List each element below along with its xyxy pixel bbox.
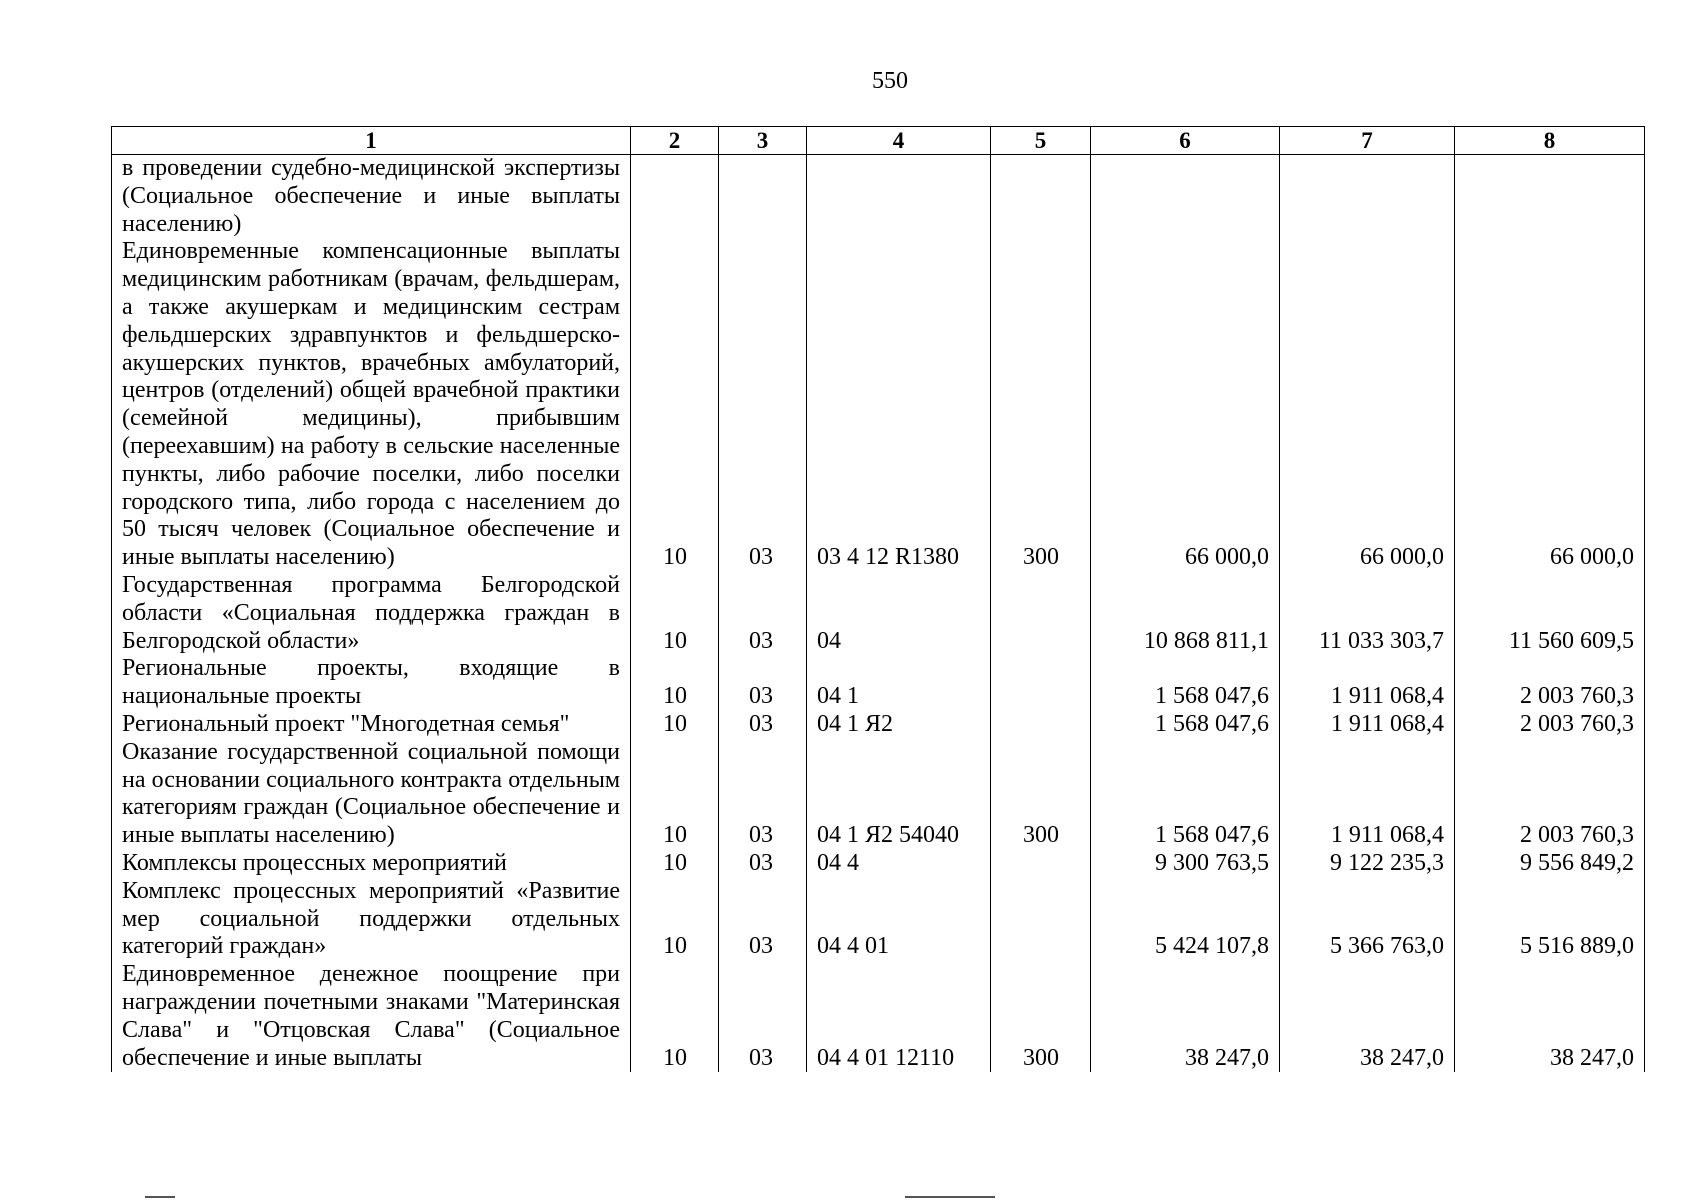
table-row <box>112 238 1645 572</box>
expense-type-code <box>991 878 1091 961</box>
section-code: 10 <box>631 739 719 850</box>
target-article-code <box>807 155 991 239</box>
row-description: Региональные проекты, входящие в национальные проекты <box>112 655 631 711</box>
column-header-4: 4 <box>807 127 991 155</box>
table-row <box>112 961 1645 1072</box>
row-description: Государственная программа Белгородской области «Социальная поддержка граждан в Белгородской области» <box>112 572 631 655</box>
amount-col-6 <box>1091 155 1280 239</box>
table-row <box>112 155 1645 239</box>
table-header <box>112 127 1645 155</box>
amount-col-6: 1 568 047,6 <box>1091 655 1280 711</box>
expense-type-code <box>991 155 1091 239</box>
amount-col-8 <box>1455 155 1645 239</box>
amount-col-7: 1 911 068,4 <box>1280 655 1455 711</box>
table-row <box>112 878 1645 961</box>
section-code: 10 <box>631 238 719 572</box>
amount-col-6: 10 868 811,1 <box>1091 572 1280 655</box>
amount-col-8: 2 003 760,3 <box>1455 711 1645 739</box>
expense-type-code: 300 <box>991 238 1091 572</box>
amount-col-7: 66 000,0 <box>1280 238 1455 572</box>
section-code <box>631 155 719 239</box>
amount-col-8: 38 247,0 <box>1455 961 1645 1072</box>
scan-artifact-left <box>145 1196 175 1198</box>
table-row <box>112 739 1645 850</box>
amount-col-8: 2 003 760,3 <box>1455 655 1645 711</box>
section-code: 10 <box>631 711 719 739</box>
row-description: в проведении судебно-медицинской экспертизы (Социальное обеспечение и иные выплаты населению) <box>112 155 631 239</box>
section-code: 10 <box>631 850 719 878</box>
amount-col-6: 66 000,0 <box>1091 238 1280 572</box>
table-row <box>112 711 1645 739</box>
row-description: Единовременные компенсационные выплаты медицинским работникам (врачам, фельдшерам, а также акушеркам и медицинским сестрам фельдшерских здравпунктов и фельдшерско-акушерских пунктов, врачебных амбулаторий, центров (отделений) общей врачебной практики (семейной медицины), прибывшим (переехавшим) на работу в сельские населенные пункты, либо рабочие поселки, либо поселки городского типа, либо города с населением до 50 тысяч человек (Социальное обеспечение и иные выплаты населению) <box>112 238 631 572</box>
expense-type-code: 300 <box>991 739 1091 850</box>
amount-col-8: 5 516 889,0 <box>1455 878 1645 961</box>
column-header-8: 8 <box>1455 127 1645 155</box>
header-row <box>112 127 1645 155</box>
target-article-code: 04 <box>807 572 991 655</box>
amount-col-8: 2 003 760,3 <box>1455 739 1645 850</box>
column-header-2: 2 <box>631 127 719 155</box>
section-code: 10 <box>631 961 719 1072</box>
section-code: 10 <box>631 878 719 961</box>
amount-col-7 <box>1280 155 1455 239</box>
table-row <box>112 655 1645 711</box>
column-header-1: 1 <box>112 127 631 155</box>
column-header-5: 5 <box>991 127 1091 155</box>
column-header-3: 3 <box>719 127 807 155</box>
target-article-code: 04 4 01 <box>807 878 991 961</box>
column-header-7: 7 <box>1280 127 1455 155</box>
amount-col-6: 9 300 763,5 <box>1091 850 1280 878</box>
amount-col-8: 11 560 609,5 <box>1455 572 1645 655</box>
expense-type-code <box>991 572 1091 655</box>
amount-col-8: 9 556 849,2 <box>1455 850 1645 878</box>
row-description: Региональный проект "Многодетная семья" <box>112 711 631 739</box>
amount-col-6: 1 568 047,6 <box>1091 739 1280 850</box>
table-row <box>112 572 1645 655</box>
expense-type-code <box>991 850 1091 878</box>
subsection-code: 03 <box>719 961 807 1072</box>
column-header-6: 6 <box>1091 127 1280 155</box>
subsection-code: 03 <box>719 655 807 711</box>
budget-table-container <box>111 126 1644 1072</box>
amount-col-6: 1 568 047,6 <box>1091 711 1280 739</box>
budget-table <box>111 126 1645 1072</box>
subsection-code: 03 <box>719 850 807 878</box>
row-description: Единовременное денежное поощрение при награждении почетными знаками "Материнская Слава" и "Отцовская Слава" (Социальное обеспечение и иные выплаты <box>112 961 631 1072</box>
page-number: 550 <box>872 68 908 94</box>
amount-col-6: 38 247,0 <box>1091 961 1280 1072</box>
subsection-code: 03 <box>719 878 807 961</box>
amount-col-7: 11 033 303,7 <box>1280 572 1455 655</box>
table-body <box>112 155 1645 1073</box>
subsection-code: 03 <box>719 238 807 572</box>
row-description: Комплексы процессных мероприятий <box>112 850 631 878</box>
amount-col-8: 66 000,0 <box>1455 238 1645 572</box>
target-article-code: 04 1 <box>807 655 991 711</box>
section-code: 10 <box>631 572 719 655</box>
expense-type-code <box>991 711 1091 739</box>
section-code: 10 <box>631 655 719 711</box>
subsection-code <box>719 155 807 239</box>
row-description: Оказание государственной социальной помощи на основании социального контракта отдельным категориям граждан (Социальное обеспечение и иные выплаты населению) <box>112 739 631 850</box>
target-article-code: 04 1 Я2 <box>807 711 991 739</box>
subsection-code: 03 <box>719 711 807 739</box>
table-row <box>112 850 1645 878</box>
target-article-code: 04 4 <box>807 850 991 878</box>
amount-col-7: 1 911 068,4 <box>1280 739 1455 850</box>
amount-col-7: 5 366 763,0 <box>1280 878 1455 961</box>
scan-artifact-right <box>905 1196 995 1198</box>
amount-col-6: 5 424 107,8 <box>1091 878 1280 961</box>
subsection-code: 03 <box>719 739 807 850</box>
amount-col-7: 1 911 068,4 <box>1280 711 1455 739</box>
amount-col-7: 38 247,0 <box>1280 961 1455 1072</box>
target-article-code: 03 4 12 R1380 <box>807 238 991 572</box>
target-article-code: 04 1 Я2 54040 <box>807 739 991 850</box>
expense-type-code: 300 <box>991 961 1091 1072</box>
subsection-code: 03 <box>719 572 807 655</box>
amount-col-7: 9 122 235,3 <box>1280 850 1455 878</box>
target-article-code: 04 4 01 12110 <box>807 961 991 1072</box>
expense-type-code <box>991 655 1091 711</box>
row-description: Комплекс процессных мероприятий «Развитие мер социальной поддержки отдельных категорий граждан» <box>112 878 631 961</box>
